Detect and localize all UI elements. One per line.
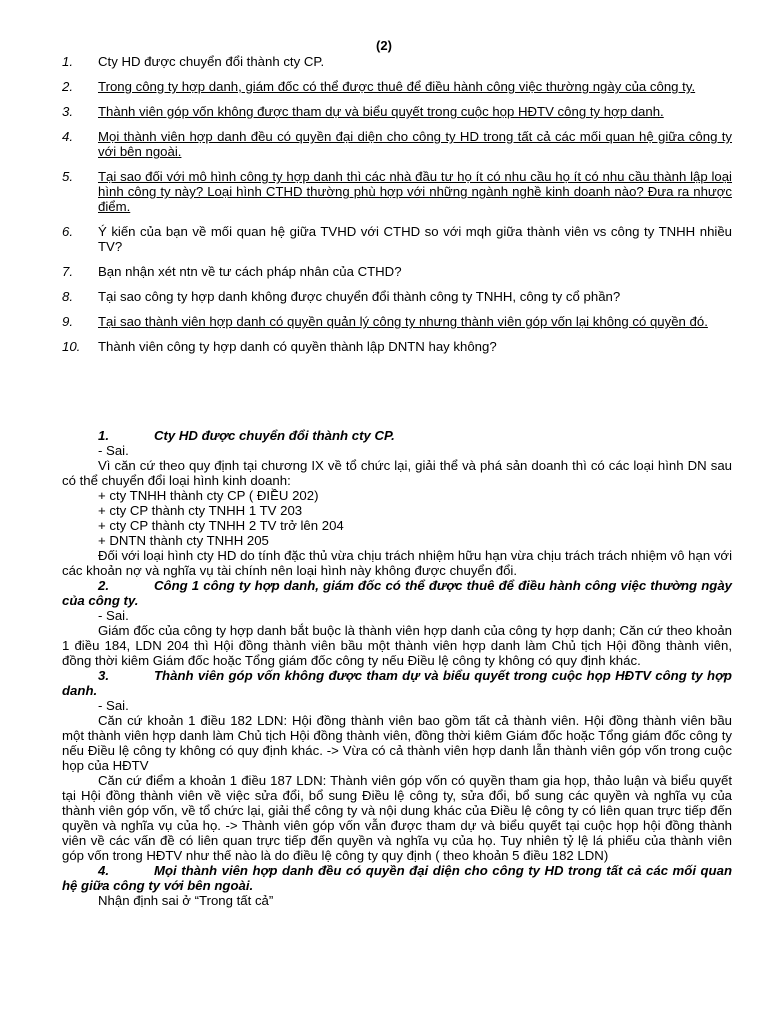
answer-section <box>62 428 732 908</box>
question-item <box>62 54 732 69</box>
question-item <box>62 129 732 159</box>
list-item: + cty TNHH thành cty CP ( ĐIỀU 202) <box>98 488 319 503</box>
question-text: Tại sao đối với mô hình công ty hợp danh thì các nhà đầu tư họ ít có nhu cầu họ ít có nhu cầu thành lập loại hình công ty này? Loại hình CTHD thường phù hợp với những ngành nghề kinh doanh nào? Đưa ra nhược điểm. <box>98 169 732 214</box>
question-item <box>62 314 732 329</box>
answer-paragraph: Giám đốc của công ty hợp danh bắt buộc là thành viên hợp danh của công ty hợp danh; Căn cứ theo khoản 1 điều 184, LDN 204 thì Hội đồng thành viên bầu một thành viên hợp danh làm Chủ tịch Hội đồng thành viên, đồng thời kiêm Giám đốc hoặc Tổng giám đốc công ty nếu Điều lệ công ty không có quy định khác. <box>62 623 732 668</box>
answer-title: Công 1 công ty hợp danh, giám đốc có thể được thuê để điều hành công việc thường ngày của công ty. <box>62 578 732 608</box>
answer-paragraph: Nhận định sai ở “Trong tất cả” <box>98 893 274 908</box>
question-text: Cty HD được chuyển đổi thành cty CP. <box>98 54 325 69</box>
question-number: 1. <box>62 54 73 69</box>
question-number: 2. <box>62 79 73 94</box>
answer-title: Cty HD được chuyển đổi thành cty CP. <box>154 428 395 443</box>
answer-paragraph: Căn cứ khoản 1 điều 182 LDN: Hội đồng thành viên bao gồm tất cả thành viên. Hội đồng thành viên bầu một thành viên hợp danh làm Chủ tịch Hội đồng thành viên, đồng thời kiêm Giám đốc hoặc Tổng giám đốc công ty nếu Điều lệ công ty không có quy định khác. -> Vừa có cả thành viên hợp danh lẫn thành viên góp vốn trong cuộc họp của HĐTV <box>62 713 732 773</box>
question-text: Trong công ty hợp danh, giám đốc có thể được thuê để điều hành công việc thường ngày của công ty. <box>98 79 696 94</box>
answer-heading <box>62 578 732 608</box>
page-heading: (2) <box>376 38 392 53</box>
question-number: 10. <box>62 339 81 354</box>
question-item <box>62 339 732 354</box>
answer-number: 2. <box>98 578 109 593</box>
question-number: 8. <box>62 289 73 304</box>
answer-verdict: - Sai. <box>98 608 129 623</box>
question-item <box>62 289 732 304</box>
question-item <box>62 104 732 119</box>
answer-number: 3. <box>98 668 109 683</box>
question-number: 4. <box>62 129 73 144</box>
answer-paragraph: Căn cứ điểm a khoản 1 điều 187 LDN: Thành viên góp vốn có quyền tham gia họp, thảo luận và biểu quyết tại Hội đồng thành viên về việc sửa đổi, bổ sung Điều lệ công ty, sửa đổi, bổ sung các quyền và nghĩa vụ của thành viên góp vốn, về tổ chức lại, giải thể công ty và nội dung khác của Điều lệ công ty có liên quan trực tiếp đến quyền và nghĩa vụ của họ. -> Thành viên góp vốn vẫn được tham dự và biểu quyết tại cuộc họp hội đồng thành viên về các vấn đề có liên quan trực tiếp đến quyền và nghĩa vụ của họ. Tuy nhiên tỷ lệ lá phiếu của thành viên góp vốn trong HĐTV như thế nào là do điều lệ công ty quy định ( theo khoản 5 điều 182 LDN) <box>62 773 732 863</box>
answer-number: 4. <box>98 863 109 878</box>
answer-verdict: - Sai. <box>98 698 129 713</box>
question-text: Ý kiến của bạn về mối quan hệ giữa TVHD với CTHD so với mqh giữa thành viên vs công ty TNHH nhiều TV? <box>98 224 732 254</box>
answer-heading <box>62 863 732 893</box>
answer-title: Mọi thành viên hợp danh đều có quyền đại diện cho công ty HD trong tất cả các mối quan hệ giữa công ty với bên ngoài. <box>62 863 732 893</box>
question-list <box>62 54 732 364</box>
question-number: 7. <box>62 264 73 279</box>
question-text: Thành viên góp vốn không được tham dự và biểu quyết trong cuộc họp HĐTV công ty hợp danh. <box>98 104 664 119</box>
question-text: Bạn nhận xét ntn về tư cách pháp nhân của CTHD? <box>98 264 402 279</box>
question-text: Tại sao thành viên hợp danh có quyền quản lý công ty nhưng thành viên góp vốn lại không có quyền đó. <box>98 314 708 329</box>
answer-paragraph: Đối với loại hình cty HD do tính đặc thủ vừa chịu trách nhiệm hữu hạn vừa chịu trách trách nhiệm vô hạn với các khoản nợ và nghĩa vụ tài chính nên loại hình này không được chuyển đổi. <box>62 548 732 578</box>
question-number: 6. <box>62 224 73 239</box>
question-number: 9. <box>62 314 73 329</box>
question-item <box>62 224 732 254</box>
question-text: Tại sao công ty hợp danh không được chuyển đổi thành công ty TNHH, công ty cổ phần? <box>98 289 621 304</box>
answer-verdict: - Sai. <box>98 443 129 458</box>
list-item: + DNTN thành cty TNHH 205 <box>98 533 269 548</box>
question-item <box>62 79 732 94</box>
list-item: + cty CP thành cty TNHH 1 TV 203 <box>98 503 303 518</box>
answer-number: 1. <box>98 428 109 443</box>
question-text: Thành viên công ty hợp danh có quyền thành lập DNTN hay không? <box>98 339 497 354</box>
answer-heading <box>62 668 732 698</box>
question-number: 3. <box>62 104 73 119</box>
question-text: Mọi thành viên hợp danh đều có quyền đại diện cho công ty HD trong tất cả các mối quan hệ giữa công ty với bên ngoài. <box>98 129 732 159</box>
question-number: 5. <box>62 169 73 184</box>
answer-heading <box>62 428 732 443</box>
answer-paragraph: Vì căn cứ theo quy định tại chương IX về tổ chức lại, giải thể và phá sản doanh thì có các loại hình DN sau có thể chuyển đổi loại hình kinh doanh: <box>62 458 732 488</box>
question-item <box>62 169 732 214</box>
question-item <box>62 264 732 279</box>
list-item: + cty CP thành cty TNHH 2 TV trở lên 204 <box>98 518 344 533</box>
answer-title: Thành viên góp vốn không được tham dự và biểu quyết trong cuộc họp HĐTV công ty hợp danh. <box>62 668 732 698</box>
